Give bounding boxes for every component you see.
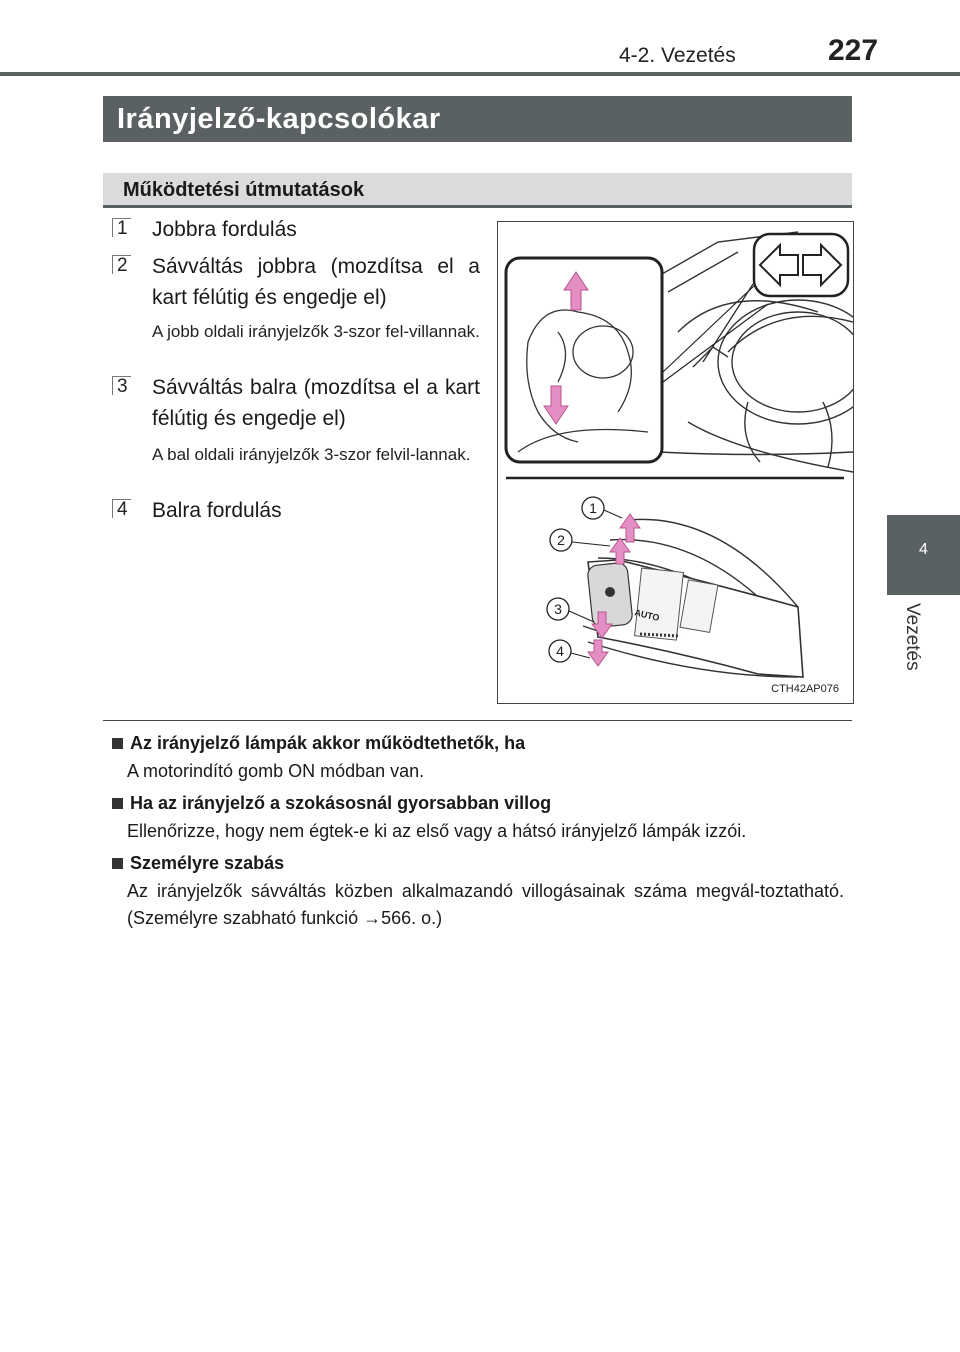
callout-number: 1 xyxy=(589,500,597,516)
item-text: Sávváltás balra (mozdítsa el a kart félútig és engedje el) xyxy=(152,376,480,430)
switch-auto-label: AUTO xyxy=(633,607,661,624)
note-heading: Ha az irányjelző a szokásosnál gyorsabban villog xyxy=(112,793,551,814)
figure-turn-signal-lever xyxy=(497,221,854,704)
chapter-title-text: Vezetés xyxy=(902,603,923,671)
bullet-square-icon xyxy=(112,738,123,749)
list-item xyxy=(112,376,480,496)
list-item xyxy=(112,499,480,539)
item-number-badge: 1 xyxy=(112,218,138,244)
chapter-title-vertical xyxy=(898,603,924,683)
figure-illustration xyxy=(498,222,853,703)
figure-code: CTH42AP076 xyxy=(771,683,839,695)
header-rule xyxy=(0,72,960,76)
page-number: 227 xyxy=(828,34,879,67)
subtitle-bar xyxy=(103,173,852,208)
item-number-badge: 4 xyxy=(112,499,138,525)
subtitle: Működtetési útmutatások xyxy=(123,179,365,201)
page-title: Irányjelző-kapcsolókar xyxy=(117,103,441,135)
callout-number: 3 xyxy=(554,601,562,617)
headlight-symbol-icon xyxy=(605,587,615,597)
callout-number: 4 xyxy=(556,643,564,659)
list-item xyxy=(112,255,480,375)
chapter-tab xyxy=(887,515,960,595)
bullet-square-icon xyxy=(112,858,123,869)
section-reference: 4-2. Vezetés xyxy=(619,44,736,67)
item-text: Balra fordulás xyxy=(152,499,282,522)
item-number-badge: 3 xyxy=(112,376,138,402)
item-note: A jobb oldali irányjelzők 3-szor fel-villannak. xyxy=(152,322,480,341)
page-title-bar xyxy=(103,96,852,142)
note-heading: Az irányjelző lámpák akkor működtethetők, ha xyxy=(112,733,525,754)
note-body: A motorindító gomb ON módban van. xyxy=(127,761,425,781)
note-body: Az irányjelzők sávváltás közben alkalmazandó villogásainak száma megvál-toztatható. (Személyre szabható funkció →566. o.) xyxy=(127,881,844,928)
chapter-number: 4 xyxy=(919,541,928,558)
section-divider xyxy=(103,720,852,721)
note-heading: Személyre szabás xyxy=(112,853,284,874)
item-note: A bal oldali irányjelzők 3-szor felvil-lannak. xyxy=(152,445,471,464)
item-number-badge: 2 xyxy=(112,255,138,281)
note-body: Ellenőrizze, hogy nem égtek-e ki az első vagy a hátsó irányjelző lámpák izzói. xyxy=(127,821,747,841)
item-text: Jobbra fordulás xyxy=(152,218,297,241)
item-text: Sávváltás jobbra (mozdítsa el a kart félútig és engedje el) xyxy=(152,255,480,309)
bullet-square-icon xyxy=(112,798,123,809)
callout-number: 2 xyxy=(557,532,565,548)
